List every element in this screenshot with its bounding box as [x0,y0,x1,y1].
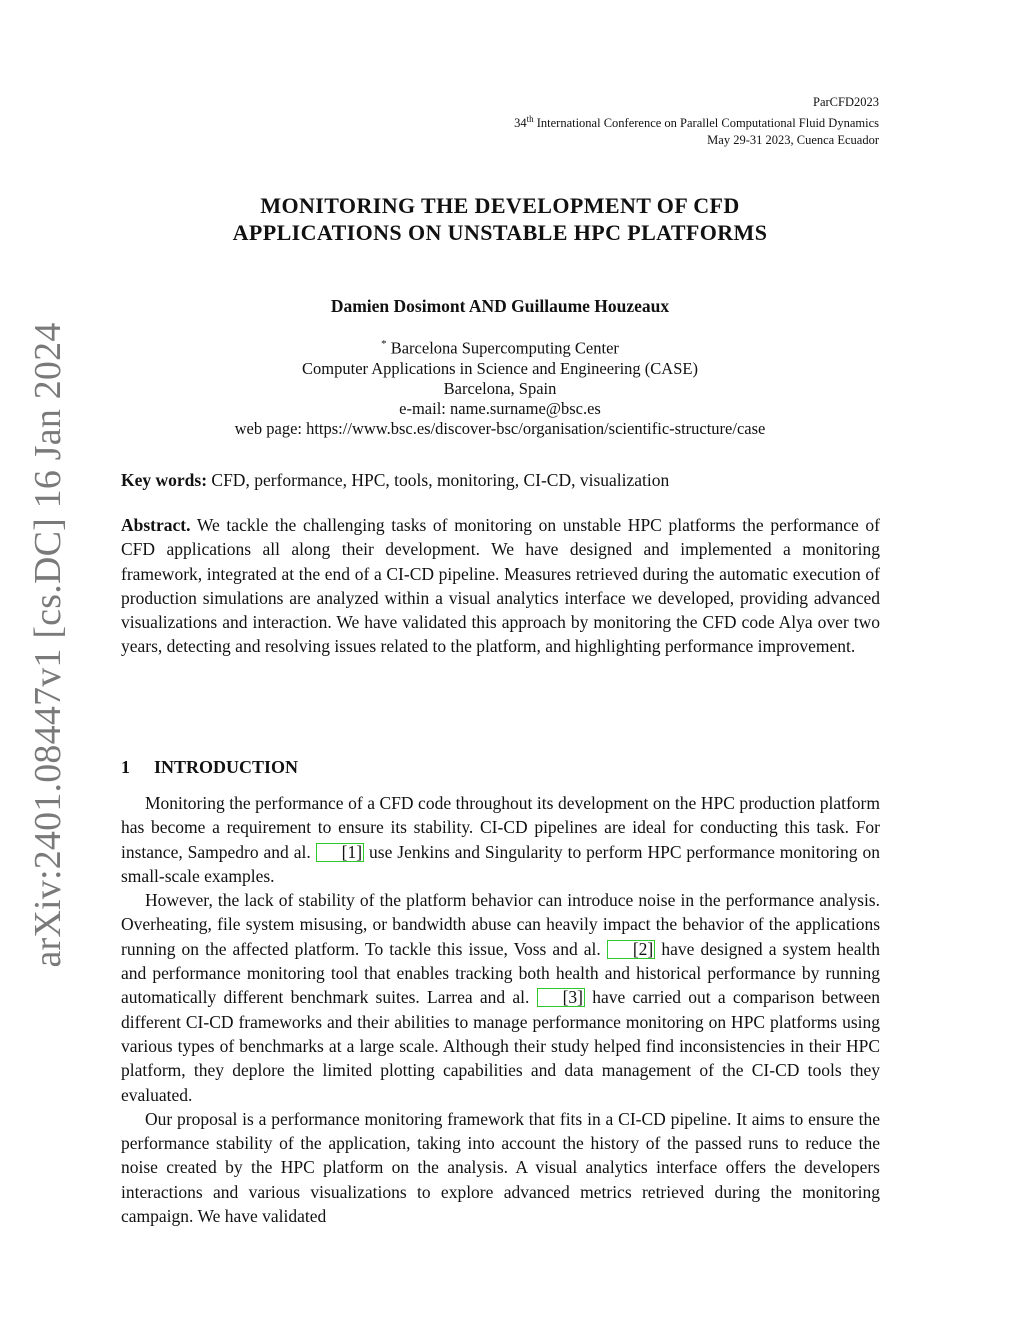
paragraph [121,791,880,888]
citation-link[interactable]: [3] [537,988,585,1007]
abstract-text: We tackle the challenging tasks of monitoring on unstable HPC platforms the performance of CFD applications all along their development. We have designed and implemented a monitoring framework, integrated at the end of a CI-CD pipeline. Measures retrieved during the automatic execution of production simulations are analyzed within a visual analytics interface we developed, providing advanced visualizations and interaction. We have validated this approach by monitoring the CFD code Alya over two years, detecting and resolving issues related to the platform, and highlighting performance improvement. [121,515,881,657]
abstract-label: Abstract. [121,515,191,535]
arxiv-identifier[interactable]: arXiv:2401.08447v1 [cs.DC] 16 Jan 2024 [27,322,69,968]
keywords [121,470,881,491]
paragraph [121,888,880,1107]
paragraph: Our proposal is a performance monitoring framework that fits in a CI-CD pipeline. It aims to ensure the performance stability of the application, taking into account the history of the passed runs to reduce the noise created by the HPC platform on the analysis. A visual analytics interface offers the developers interactions and various visualizations to explore advanced metrics retrieved during the monitoring campaign. We have validated [121,1108,880,1227]
conference-full-name: International Conference on Parallel Computational Fluid Dynamics [533,116,879,131]
keywords-label: Key words: [121,470,208,490]
keywords-text: CFD, performance, HPC, tools, monitoring, CI-CD, visualization [211,470,670,490]
citation-link[interactable]: [2] [607,940,655,959]
body-text [121,791,880,1228]
citation-link[interactable]: [1] [316,843,364,862]
title-line-2: APPLICATIONS ON UNSTABLE HPC PLATFORMS [232,220,768,245]
affiliation-city: Barcelona, Spain [443,378,557,398]
abstract [121,513,880,659]
conference-name: ParCFD2023 [813,95,879,109]
section-title: INTRODUCTION [154,757,299,777]
affiliation-org-name: Barcelona Supercomputing Center [390,338,619,358]
affiliation-org [120,334,880,359]
conference-header [514,94,879,149]
authors: Damien Dosimont AND Guillaume Houzeaux [330,296,670,316]
paragraph-text: have designed a system health and performance monitoring tool that enables tracking both health and historical performance by running automatically different benchmark suites. Larrea and al. [121,938,880,1008]
paragraph-text: However, the lack of stability of the platform behavior can introduce noise in the performance analysis. Overheating, file system misusing, or bandwidth abuse can heavily impact the behavior of the applications running on the affected platform. To tackle this issue, Voss and al. [121,890,880,959]
affiliation-marker: * [381,338,387,350]
paragraph-text: use Jenkins and Singularity to perform HPC performance monitoring on small-scale examples. [121,841,880,886]
paragraph-text: have carried out a comparison between different CI-CD frameworks and their abilities to manage performance monitoring on HPC platforms using various types of benchmarks at a large scale. Although their study helped find inconsistencies in their HPC platform, they deplore the limited plotting capabilities and data management of the CI-CD tools they evaluated. [121,987,880,1105]
affiliation-dept: Computer Applications in Science and Engineering (CASE) [302,358,698,378]
affiliation-web: web page: https://www.bsc.es/discover-bsc/organisation/scientific-structure/case [234,418,766,438]
edition-suffix: th [526,114,534,124]
conference-dates: May 29-31 2023, Cuenca Ecuador [707,133,879,148]
affiliation-email: e-mail: name.surname@bsc.es [399,398,601,418]
paragraph-text: Monitoring the performance of a CFD code throughout its development on the HPC production platform has become a requirement to ensure its stability. CI-CD pipelines are ideal for conducting this task. For instance, Sampedro and al. [121,793,880,862]
affiliation-block [120,334,880,439]
paper-title [120,192,880,246]
section-heading [121,757,298,778]
conference-edition [514,111,879,132]
edition-number: 34 [514,116,527,131]
title-line-1: MONITORING THE DEVELOPMENT OF CFD [260,193,740,218]
section-number: 1 [121,757,130,777]
